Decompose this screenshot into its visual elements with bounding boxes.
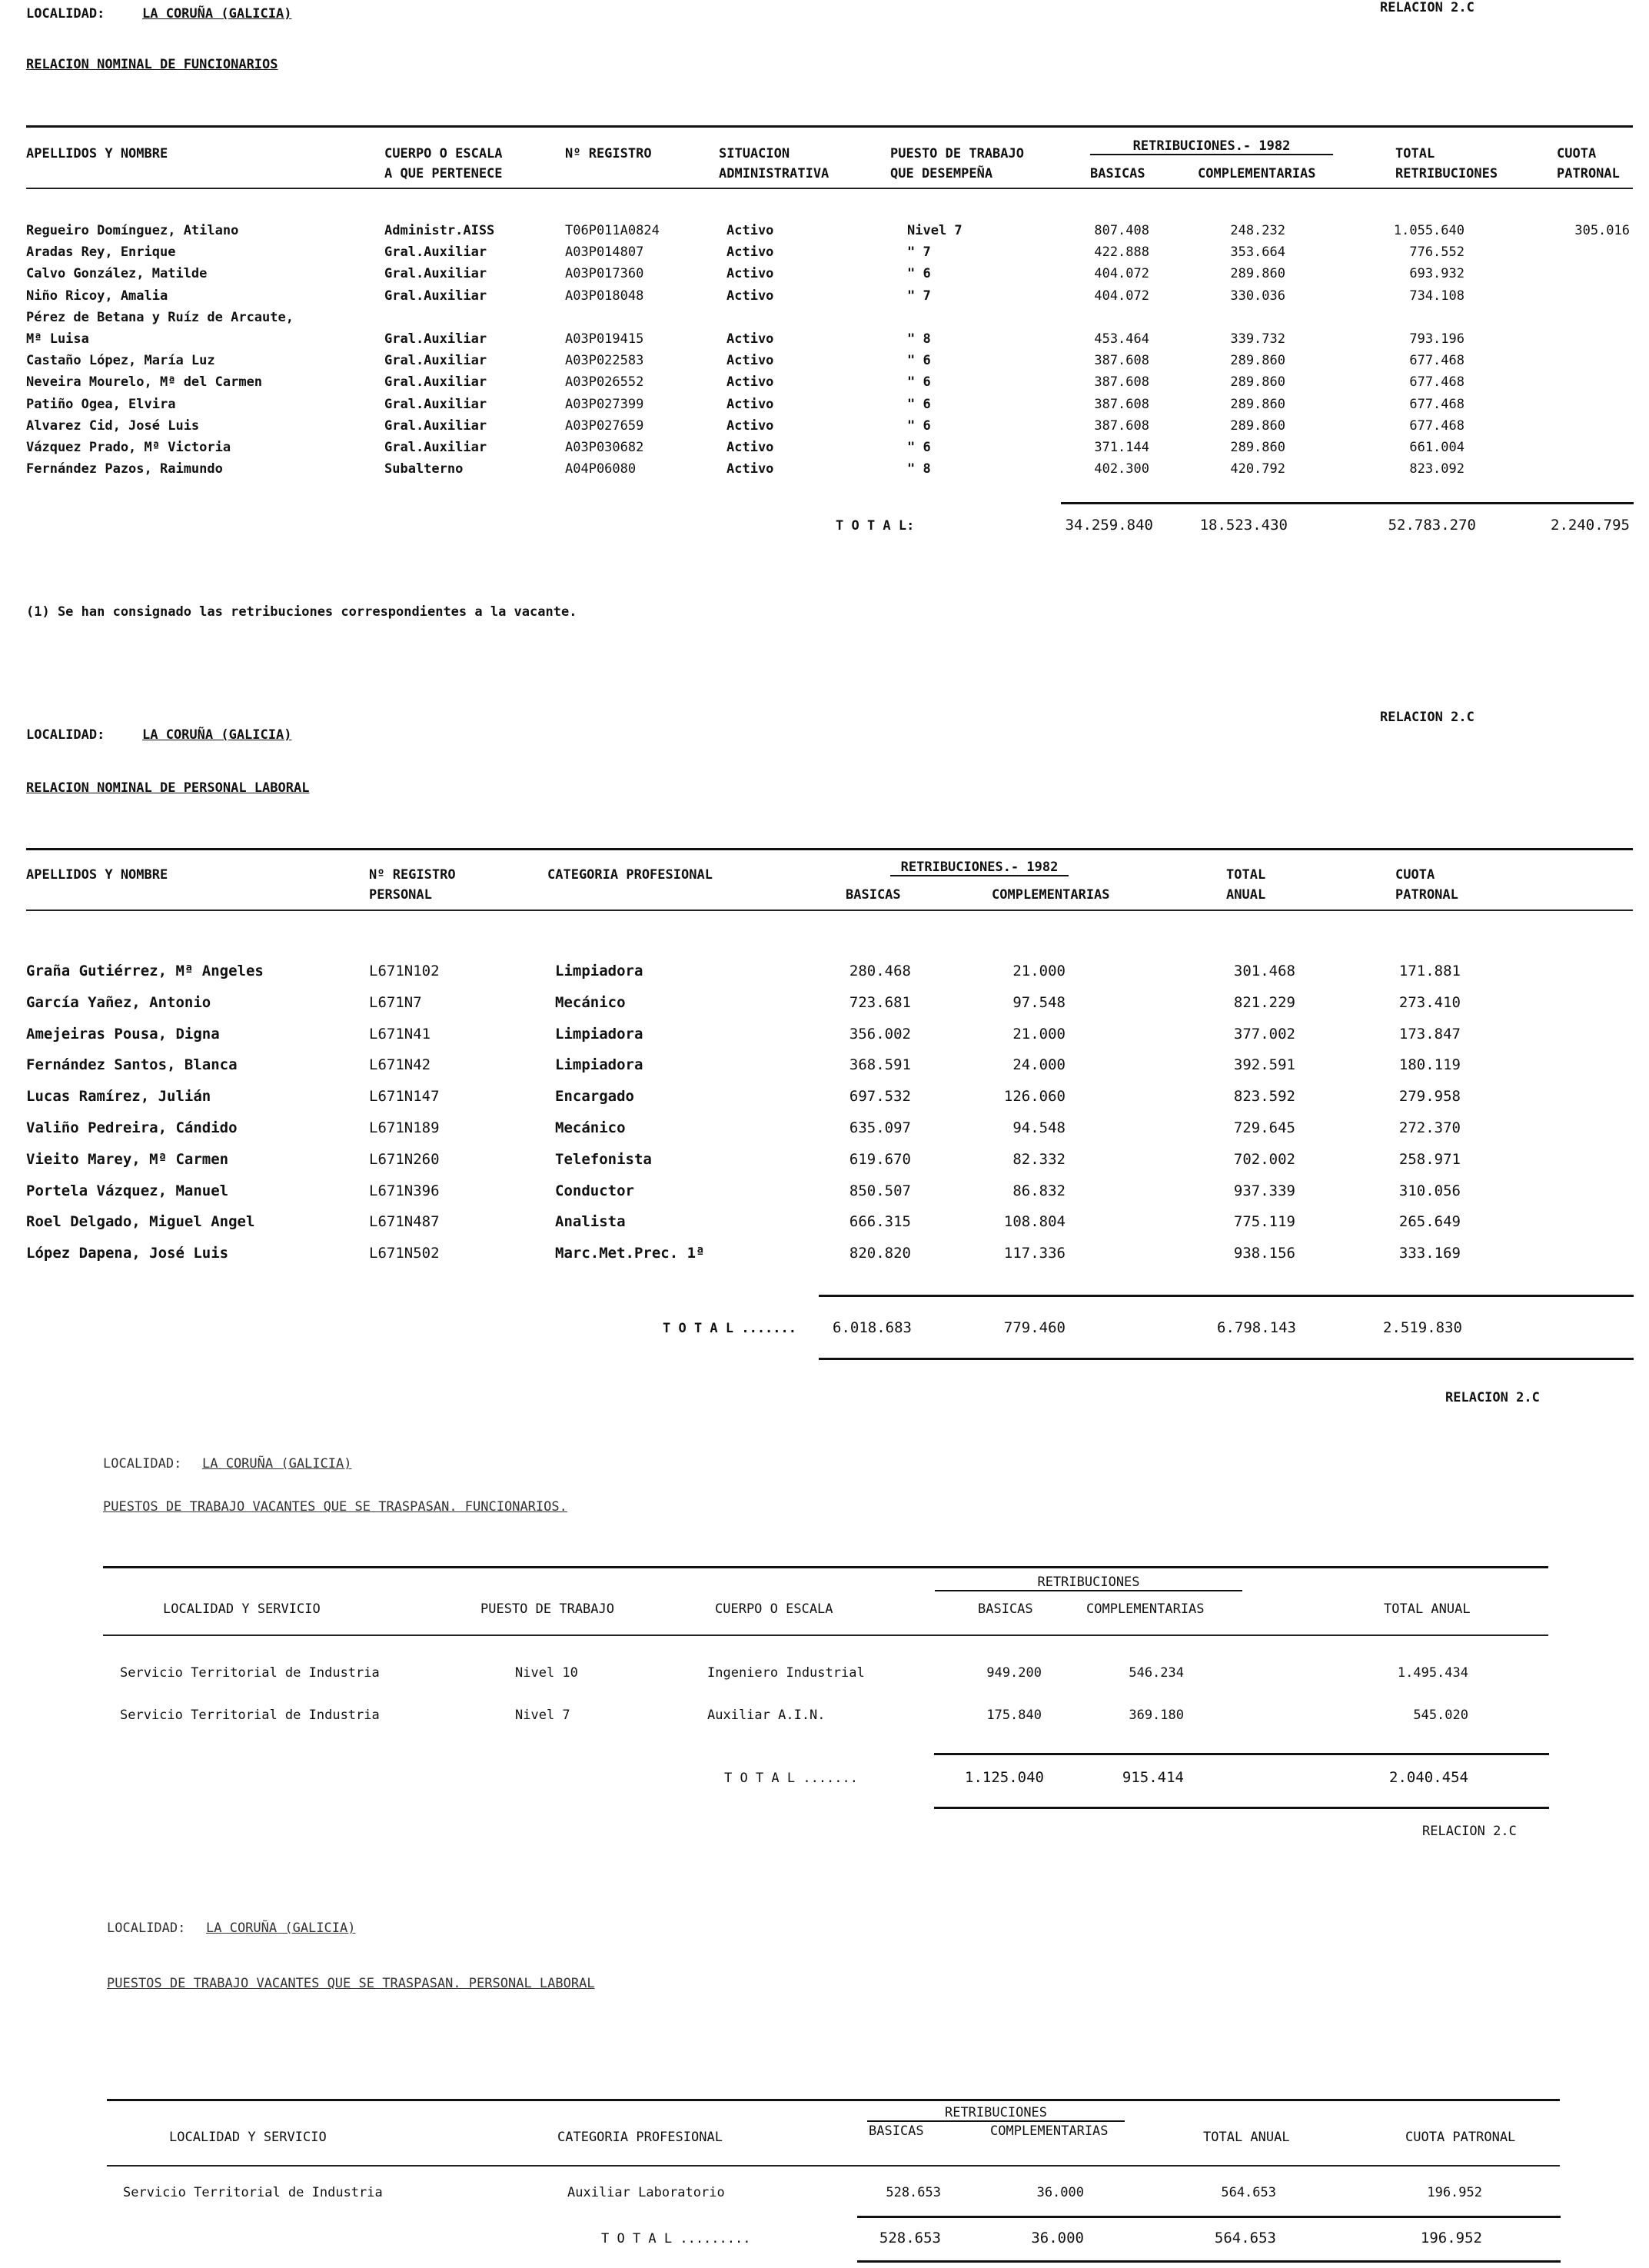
cell-registro: A03P018048 (565, 288, 644, 304)
header-total-1: TOTAL (1395, 146, 1435, 161)
cell-basicas: 697.532 (849, 1088, 911, 1106)
cell-puesto: " 6 (907, 417, 931, 434)
cell-cuerpo: Subalterno (384, 461, 464, 477)
cell-situacion: Activo (726, 288, 774, 304)
cell-complementarias: 289.860 (1230, 396, 1285, 412)
cell-total: 564.653 (1221, 2185, 1276, 2200)
cell-cuota: 273.410 (1398, 993, 1461, 1011)
cell-basicas: 356.002 (849, 1025, 911, 1043)
total-label: T O T A L ....... (724, 1771, 858, 1786)
cell-cuota: 333.169 (1398, 1245, 1461, 1262)
cell-basicas: 387.608 (1094, 353, 1149, 369)
cell-puesto: " 8 (907, 461, 931, 477)
cell-total: 693.932 (1409, 266, 1464, 282)
cell-registro: L671N41 (369, 1025, 431, 1043)
header-basicas: BASICAS (846, 887, 901, 903)
header-cuota-1: CUOTA (1557, 146, 1597, 161)
localidad-value: LA CORUÑA (GALICIA) (142, 6, 292, 22)
total-rule (1061, 502, 1634, 504)
localidad-label: LOCALIDAD: (26, 6, 105, 22)
cell-nombre: Fernández Santos, Blanca (26, 1056, 238, 1074)
relacion-label: RELACION 2.C (1380, 0, 1474, 15)
cell-servicio: Servicio Territorial de Industria (120, 1708, 380, 1723)
cell-cuerpo: Auxiliar A.I.N. (707, 1708, 826, 1723)
header-complementarias: COMPLEMENTARIAS (990, 2123, 1109, 2139)
cell-basicas: 528.653 (886, 2185, 941, 2200)
cell-complementarias: 94.548 (1012, 1119, 1066, 1136)
cell-nombre: Patiño Ogea, Elvira (26, 396, 176, 412)
cell-cuerpo: Gral.Auxiliar (384, 417, 487, 434)
cell-basicas: 387.608 (1094, 417, 1149, 434)
header-cuerpo-2: A QUE PERTENECE (384, 166, 503, 181)
cell-categoria: Marc.Met.Prec. 1ª (555, 1245, 705, 1262)
cell-basicas: 820.820 (849, 1245, 911, 1262)
header-total: TOTAL ANUAL (1203, 2130, 1290, 2145)
cell-total: 392.591 (1233, 1056, 1295, 1074)
total-complementarias: 779.460 (1003, 1319, 1066, 1336)
header-registro-2: PERSONAL (369, 887, 432, 903)
header-total-2: ANUAL (1226, 887, 1266, 903)
cell-nombre: Regueiro Domínguez, Atilano (26, 223, 239, 238)
relacion-label: RELACION 2.C (1445, 1390, 1540, 1405)
total-total: 2.040.454 (1389, 1769, 1468, 1786)
cell-complementarias: 289.860 (1230, 374, 1285, 391)
cell-registro: A03P017360 (565, 266, 644, 282)
cell-nombre: García Yañez, Antonio (26, 993, 211, 1011)
cell-nombre: Neveira Mourelo, Mª del Carmen (26, 374, 263, 391)
header-cuota-1: CUOTA (1395, 867, 1435, 883)
cell-registro: L671N42 (369, 1056, 431, 1074)
total-label: T O T A L ....... (663, 1321, 796, 1336)
header-cuota: CUOTA PATRONAL (1405, 2130, 1516, 2145)
cell-complementarias: 82.332 (1012, 1150, 1066, 1168)
cell-situacion: Activo (726, 417, 774, 434)
section-title: RELACION NOMINAL DE PERSONAL LABORAL (26, 780, 310, 796)
cell-cuota: 272.370 (1398, 1119, 1461, 1136)
cell-complementarias: 117.336 (1003, 1245, 1066, 1262)
cell-situacion: Activo (726, 331, 774, 347)
cell-basicas: 666.315 (849, 1213, 911, 1231)
cell-nombre: López Dapena, José Luis (26, 1245, 229, 1262)
cell-nombre: Vieito Marey, Mª Carmen (26, 1150, 229, 1168)
cell-complementarias: 86.832 (1012, 1182, 1066, 1199)
total-basicas: 528.653 (879, 2230, 941, 2246)
cell-nombre: Mª Luisa (26, 331, 89, 347)
localidad-label: LOCALIDAD: (107, 1920, 186, 1936)
header-basicas: BASICAS (869, 2123, 924, 2139)
table-top-rule (103, 1566, 1548, 1568)
cell-registro: L671N487 (369, 1213, 440, 1231)
cell-registro: A04P06080 (565, 461, 637, 477)
header-complementarias: COMPLEMENTARIAS (992, 887, 1110, 903)
header-localidad-servicio: LOCALIDAD Y SERVICIO (169, 2130, 327, 2145)
cell-registro: L671N7 (369, 993, 422, 1011)
header-cuerpo-1: CUERPO O ESCALA (384, 146, 503, 161)
cell-basicas: 402.300 (1094, 461, 1149, 477)
header-puesto: PUESTO DE TRABAJO (480, 1601, 614, 1617)
total-total: 52.783.270 (1388, 517, 1476, 534)
cell-cuota: 310.056 (1398, 1182, 1461, 1199)
cell-puesto: " 7 (907, 244, 931, 261)
cell-nombre: Amejeiras Pousa, Digna (26, 1025, 220, 1043)
cell-cuota: 171.881 (1398, 963, 1461, 979)
cell-situacion: Activo (726, 244, 774, 261)
cell-cuota: 180.119 (1398, 1056, 1461, 1074)
header-localidad-servicio: LOCALIDAD Y SERVICIO (163, 1601, 321, 1617)
cell-nombre: Roel Delgado, Miguel Angel (26, 1213, 255, 1231)
total-total: 6.798.143 (1217, 1319, 1296, 1336)
header-puesto-2: QUE DESEMPEÑA (890, 166, 993, 181)
cell-total: 677.468 (1409, 396, 1464, 412)
cell-basicas: 387.608 (1094, 374, 1149, 391)
cell-categoria: Telefonista (555, 1150, 652, 1168)
cell-registro: L671N189 (369, 1119, 440, 1136)
cell-puesto: " 6 (907, 266, 931, 282)
cell-basicas: 404.072 (1094, 288, 1149, 304)
cell-registro: A03P030682 (565, 440, 644, 455)
cell-cuerpo: Gral.Auxiliar (384, 374, 487, 391)
cell-categoria: Limpiadora (555, 1056, 643, 1074)
section-title: RELACION NOMINAL DE FUNCIONARIOS (26, 57, 278, 72)
total-rule (934, 1753, 1549, 1755)
cell-nombre: Alvarez Cid, José Luis (26, 417, 200, 434)
cell-cuerpo: Ingeniero Industrial (707, 1665, 865, 1681)
header-situacion-1: SITUACION (719, 146, 790, 161)
cell-total: 677.468 (1409, 374, 1464, 391)
cell-cuerpo: Gral.Auxiliar (384, 288, 487, 304)
total-label: T O T A L ......... (601, 2231, 751, 2246)
cell-cuerpo: Gral.Auxiliar (384, 396, 487, 412)
cell-cuerpo: Gral.Auxiliar (384, 266, 487, 282)
header-categoria: CATEGORIA PROFESIONAL (547, 867, 713, 883)
cell-total: 1.055.640 (1393, 223, 1464, 238)
cell-categoria: Conductor (555, 1182, 634, 1199)
cell-basicas: 619.670 (849, 1150, 911, 1168)
cell-total: 661.004 (1409, 440, 1464, 455)
relacion-label: RELACION 2.C (1422, 1824, 1517, 1839)
header-retribuciones: RETRIBUCIONES.- 1982 (1090, 138, 1333, 155)
cell-nombre: Calvo González, Matilde (26, 266, 208, 282)
cell-cuerpo: Gral.Auxiliar (384, 331, 487, 347)
cell-nombre: Pérez de Betana y Ruíz de Arcaute, (26, 309, 294, 325)
total-bottom-rule (857, 2260, 1561, 2263)
cell-categoria: Limpiadora (555, 963, 643, 979)
cell-servicio: Servicio Territorial de Industria (123, 2185, 383, 2200)
cell-situacion: Activo (726, 396, 774, 412)
localidad-value: LA CORUÑA (GALICIA) (206, 1920, 356, 1936)
cell-registro: A03P027399 (565, 396, 644, 412)
header-complementarias: COMPLEMENTARIAS (1198, 166, 1316, 181)
cell-total: 775.119 (1233, 1213, 1295, 1231)
header-nombre: APELLIDOS Y NOMBRE (26, 867, 168, 883)
cell-total: 937.339 (1233, 1182, 1295, 1199)
cell-total: 377.002 (1233, 1025, 1295, 1043)
total-cuota: 196.952 (1420, 2230, 1482, 2246)
cell-nombre: Fernández Pazos, Raimundo (26, 461, 223, 477)
cell-complementarias: 248.232 (1230, 223, 1285, 238)
total-bottom-rule (934, 1807, 1549, 1809)
cell-categoria: Auxiliar Laboratorio (567, 2185, 725, 2200)
cell-complementarias: 369.180 (1129, 1708, 1184, 1723)
cell-nombre: Graña Gutiérrez, Mª Angeles (26, 963, 264, 979)
cell-total: 823.592 (1233, 1088, 1295, 1106)
cell-total: 545.020 (1413, 1708, 1468, 1723)
cell-nombre: Vázquez Prado, Mª Victoria (26, 440, 231, 455)
header-complementarias: COMPLEMENTARIAS (1086, 1601, 1205, 1617)
cell-total: 776.552 (1409, 244, 1464, 261)
cell-registro: L671N102 (369, 963, 440, 979)
cell-puesto: " 6 (907, 374, 931, 391)
cell-cuerpo: Gral.Auxiliar (384, 353, 487, 369)
cell-basicas: 280.468 (849, 963, 911, 979)
cell-registro: A03P027659 (565, 417, 644, 434)
total-total: 564.653 (1214, 2230, 1276, 2246)
cell-basicas: 723.681 (849, 993, 911, 1011)
header-cuota-2: PATRONAL (1557, 166, 1620, 181)
cell-basicas: 422.888 (1094, 244, 1149, 261)
cell-nombre: Portela Vázquez, Manuel (26, 1182, 229, 1199)
cell-basicas: 368.591 (849, 1056, 911, 1074)
relacion-label: RELACION 2.C (1380, 710, 1474, 725)
cell-total: 301.468 (1233, 963, 1295, 979)
cell-basicas: 371.144 (1094, 440, 1149, 455)
cell-categoria: Mecánico (555, 1119, 626, 1136)
header-bottom-rule (103, 1634, 1548, 1636)
cell-puesto: Nivel 7 (907, 223, 962, 238)
cell-total: 821.229 (1233, 993, 1295, 1011)
cell-cuota: 265.649 (1398, 1213, 1461, 1231)
header-cuerpo: CUERPO O ESCALA (715, 1601, 833, 1617)
total-cuota: 2.240.795 (1551, 517, 1630, 534)
table-top-rule (107, 2099, 1560, 2101)
cell-registro: A03P014807 (565, 244, 644, 261)
cell-situacion: Activo (726, 353, 774, 369)
cell-puesto: " 8 (907, 331, 931, 347)
cell-total: 823.092 (1409, 461, 1464, 477)
total-bottom-rule (819, 1358, 1634, 1360)
cell-cuerpo: Gral.Auxiliar (384, 440, 487, 455)
localidad-value: LA CORUÑA (GALICIA) (142, 727, 292, 743)
cell-complementarias: 108.804 (1003, 1213, 1066, 1231)
cell-complementarias: 339.732 (1230, 331, 1285, 347)
localidad-label: LOCALIDAD: (26, 727, 105, 743)
cell-registro: L671N502 (369, 1245, 440, 1262)
table-top-rule (26, 125, 1633, 128)
cell-complementarias: 330.036 (1230, 288, 1285, 304)
total-cuota: 2.519.830 (1383, 1319, 1462, 1336)
cell-total: 677.468 (1409, 353, 1464, 369)
total-basicas: 34.259.840 (1065, 517, 1153, 534)
cell-basicas: 404.072 (1094, 266, 1149, 282)
section-title: PUESTOS DE TRABAJO VACANTES QUE SE TRASPASAN. FUNCIONARIOS. (103, 1499, 567, 1515)
cell-complementarias: 97.548 (1012, 993, 1066, 1011)
footnote: (1) Se han consignado las retribuciones correspondientes a la vacante. (26, 604, 577, 620)
cell-puesto: " 6 (907, 353, 931, 369)
cell-categoria: Mecánico (555, 993, 626, 1011)
header-basicas: BASICAS (1090, 166, 1145, 181)
cell-complementarias: 21.000 (1012, 1025, 1066, 1043)
cell-total: 702.002 (1233, 1150, 1295, 1168)
cell-nombre: Castaño López, María Luz (26, 353, 215, 369)
cell-complementarias: 289.860 (1230, 417, 1285, 434)
cell-total: 734.108 (1409, 288, 1464, 304)
header-cuota-2: PATRONAL (1395, 887, 1458, 903)
cell-categoria: Analista (555, 1213, 626, 1231)
cell-cuota: 258.971 (1398, 1150, 1461, 1168)
cell-situacion: Activo (726, 374, 774, 391)
header-bottom-rule (107, 2165, 1560, 2167)
localidad-label: LOCALIDAD: (103, 1456, 182, 1472)
cell-puesto: Nivel 10 (515, 1665, 578, 1681)
header-basicas: BASICAS (978, 1601, 1033, 1617)
header-bottom-rule (26, 910, 1633, 911)
header-situacion-2: ADMINISTRATIVA (719, 166, 829, 181)
total-basicas: 6.018.683 (833, 1319, 912, 1336)
cell-complementarias: 126.060 (1003, 1088, 1066, 1106)
cell-registro: L671N396 (369, 1182, 440, 1199)
cell-registro: T06P011A0824 (565, 223, 660, 238)
total-complementarias: 18.523.430 (1199, 517, 1288, 534)
total-label: T O T A L: (836, 518, 915, 534)
header-nombre: APELLIDOS Y NOMBRE (26, 146, 168, 161)
cell-cuota: 196.952 (1427, 2185, 1482, 2200)
cell-complementarias: 546.234 (1129, 1665, 1184, 1681)
cell-nombre: Aradas Rey, Enrique (26, 244, 176, 261)
table-top-rule (26, 848, 1633, 850)
header-total-1: TOTAL (1226, 867, 1266, 883)
cell-registro: A03P019415 (565, 331, 644, 347)
cell-basicas: 949.200 (986, 1665, 1042, 1681)
cell-basicas: 175.840 (986, 1708, 1042, 1723)
section-title: PUESTOS DE TRABAJO VACANTES QUE SE TRASPASAN. PERSONAL LABORAL (107, 1976, 595, 1991)
cell-basicas: 387.608 (1094, 396, 1149, 412)
cell-categoria: Limpiadora (555, 1025, 643, 1043)
header-categoria: CATEGORIA PROFESIONAL (557, 2130, 723, 2145)
total-rule (819, 1295, 1634, 1297)
cell-servicio: Servicio Territorial de Industria (120, 1665, 380, 1681)
cell-nombre: Valiño Pedreira, Cándido (26, 1119, 238, 1136)
cell-complementarias: 289.860 (1230, 353, 1285, 369)
cell-total: 938.156 (1233, 1245, 1295, 1262)
cell-nombre: Niño Ricoy, Amalia (26, 288, 168, 304)
header-bottom-rule (26, 188, 1633, 189)
cell-complementarias: 24.000 (1012, 1056, 1066, 1074)
cell-total: 677.468 (1409, 417, 1464, 434)
cell-puesto: Nivel 7 (515, 1708, 570, 1723)
cell-complementarias: 36.000 (1036, 2185, 1084, 2200)
header-total-2: RETRIBUCIONES (1395, 166, 1498, 181)
cell-complementarias: 289.860 (1230, 440, 1285, 455)
cell-cuota: 173.847 (1398, 1025, 1461, 1043)
cell-nombre: Lucas Ramírez, Julián (26, 1088, 211, 1106)
localidad-value: LA CORUÑA (GALICIA) (202, 1456, 352, 1472)
header-puesto-1: PUESTO DE TRABAJO (890, 146, 1024, 161)
cell-cuota: 305.016 (1574, 223, 1630, 238)
cell-situacion: Activo (726, 461, 774, 477)
total-complementarias: 915.414 (1122, 1769, 1184, 1786)
cell-basicas: 453.464 (1094, 331, 1149, 347)
cell-puesto: " 7 (907, 288, 931, 304)
cell-basicas: 807.408 (1094, 223, 1149, 238)
cell-registro: L671N260 (369, 1150, 440, 1168)
cell-complementarias: 420.792 (1230, 461, 1285, 477)
cell-total: 729.645 (1233, 1119, 1295, 1136)
header-retribuciones: RETRIBUCIONES (935, 1575, 1242, 1591)
cell-cuota: 279.958 (1398, 1088, 1461, 1106)
cell-basicas: 850.507 (849, 1182, 911, 1199)
cell-categoria: Encargado (555, 1088, 634, 1106)
cell-total: 1.495.434 (1397, 1665, 1468, 1681)
cell-situacion: Activo (726, 440, 774, 455)
cell-total: 793.196 (1409, 331, 1464, 347)
cell-complementarias: 21.000 (1012, 963, 1066, 979)
cell-registro: L671N147 (369, 1088, 440, 1106)
header-retribuciones: RETRIBUCIONES (867, 2105, 1125, 2122)
cell-registro: A03P022583 (565, 353, 644, 369)
cell-registro: A03P026552 (565, 374, 644, 391)
header-registro: Nº REGISTRO (565, 146, 652, 161)
total-rule (857, 2216, 1561, 2218)
cell-situacion: Activo (726, 266, 774, 282)
header-total: TOTAL ANUAL (1384, 1601, 1471, 1617)
cell-cuerpo: Gral.Auxiliar (384, 244, 487, 261)
header-retribuciones: RETRIBUCIONES.- 1982 (890, 860, 1069, 876)
cell-complementarias: 289.860 (1230, 266, 1285, 282)
total-basicas: 1.125.040 (965, 1769, 1044, 1786)
cell-complementarias: 353.664 (1230, 244, 1285, 261)
header-registro-1: Nº REGISTRO (369, 867, 456, 883)
cell-situacion: Activo (726, 223, 774, 238)
cell-cuerpo: Administr.AISS (384, 223, 495, 238)
cell-puesto: " 6 (907, 440, 931, 455)
cell-puesto: " 6 (907, 396, 931, 412)
total-complementarias: 36.000 (1031, 2230, 1084, 2246)
cell-basicas: 635.097 (849, 1119, 911, 1136)
